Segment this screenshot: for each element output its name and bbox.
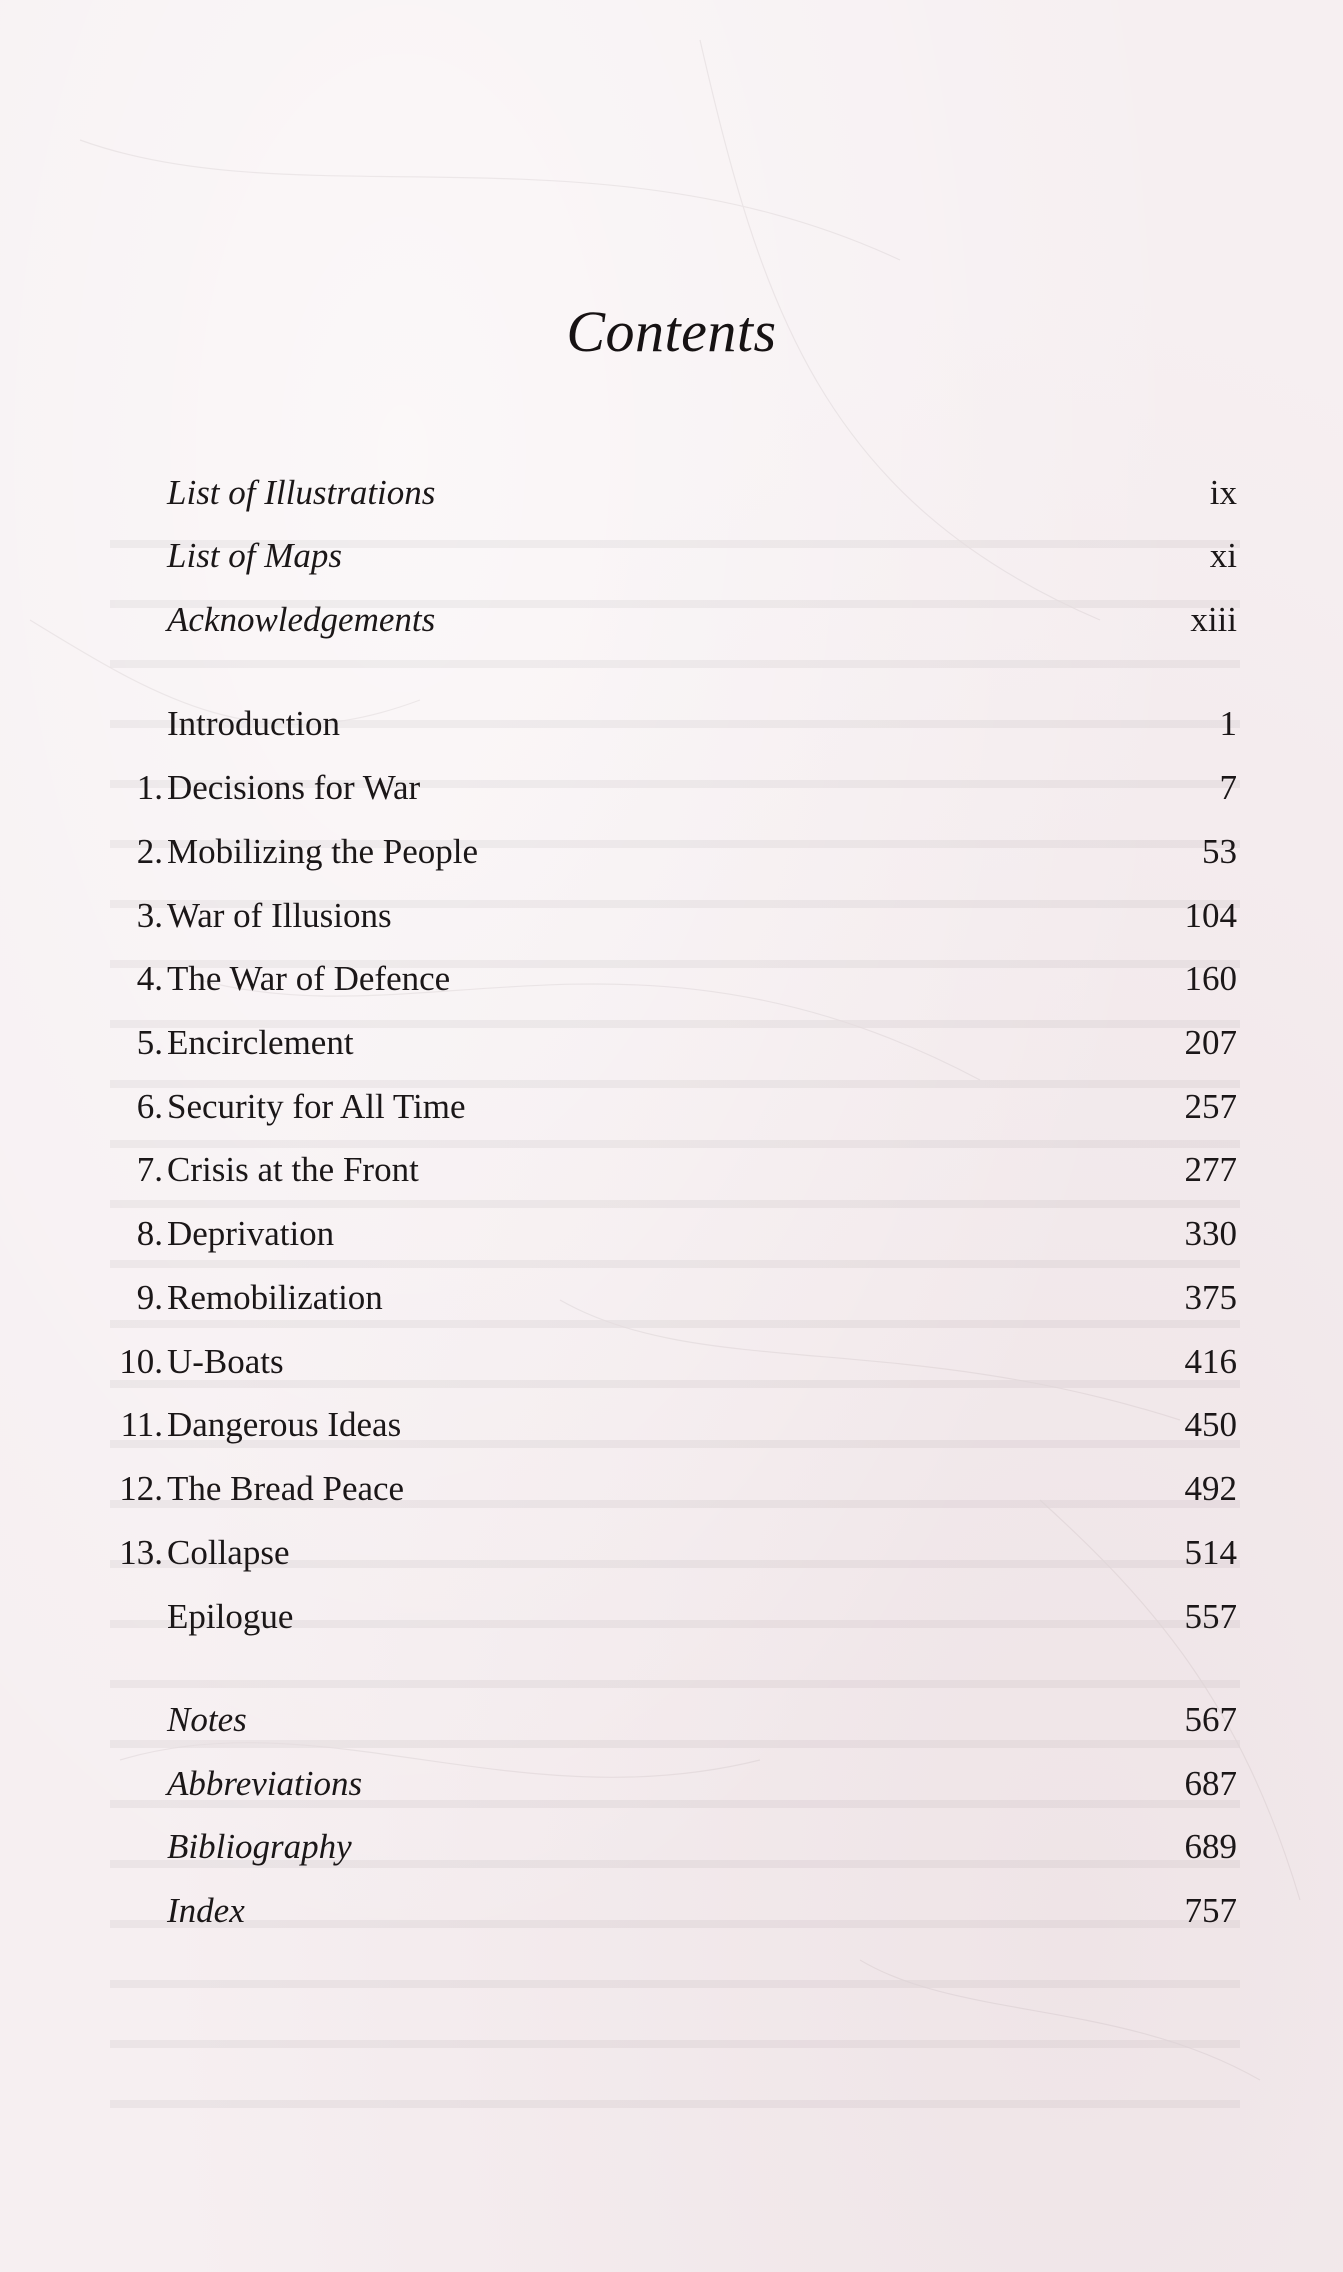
toc-entry-chapter-2[interactable]	[0, 827, 1343, 877]
toc-entry-label: Encirclement	[167, 1023, 354, 1062]
toc-entry-label: Bibliography	[167, 1827, 352, 1866]
toc-entry-label: Mobilizing the People	[167, 832, 479, 871]
toc-entry-label: Remobilization	[167, 1278, 383, 1317]
toc-entry-chapter-13[interactable]	[0, 1528, 1343, 1578]
toc-entry-label: U-Boats	[167, 1342, 284, 1381]
toc-entry-page: 330	[1184, 1214, 1237, 1253]
toc-entry-number: 5.	[136, 1023, 163, 1062]
toc-entry-label: Collapse	[167, 1533, 290, 1572]
toc-entry-abbreviations[interactable]	[0, 1759, 1343, 1809]
toc-entry-label: War of Illusions	[167, 896, 392, 935]
toc-entry-label: List of Maps	[167, 536, 343, 575]
toc-entry-number: 9.	[136, 1278, 163, 1317]
toc-entry-label: Abbreviations	[167, 1764, 363, 1803]
toc-entry-number: 7.	[136, 1150, 163, 1189]
toc-entry-number: 13.	[119, 1533, 163, 1572]
toc-entry-chapter-5[interactable]	[0, 1018, 1343, 1068]
toc-entry-label: Dangerous Ideas	[167, 1405, 402, 1444]
toc-entry-page: 450	[1184, 1405, 1237, 1444]
toc-entry-label: Notes	[167, 1700, 247, 1739]
toc-entry-number: 8.	[136, 1214, 163, 1253]
toc-entry-page: 104	[1184, 896, 1237, 935]
toc-entry-list-of-illustrations[interactable]	[0, 468, 1343, 518]
toc-entry-chapter-12[interactable]	[0, 1464, 1343, 1514]
toc-entry-label: The Bread Peace	[167, 1469, 405, 1508]
toc-entry-number: 2.	[136, 832, 163, 871]
toc-entry-label: Crisis at the Front	[167, 1150, 419, 1189]
toc-entry-page: 689	[1184, 1827, 1237, 1866]
toc-entry-label: The War of Defence	[167, 959, 451, 998]
toc-entry-page: 53	[1202, 832, 1237, 871]
toc-entry-page: 687	[1184, 1764, 1237, 1803]
toc-entry-list-of-maps[interactable]	[0, 531, 1343, 581]
toc-entry-page: 557	[1184, 1597, 1237, 1636]
toc-entry-epilogue[interactable]	[0, 1592, 1343, 1642]
toc-entry-chapter-4[interactable]	[0, 954, 1343, 1004]
toc-entry-page: xiii	[1190, 600, 1237, 639]
toc-entry-number: 6.	[136, 1087, 163, 1126]
toc-entry-page: 514	[1184, 1533, 1237, 1572]
toc-entry-chapter-10[interactable]	[0, 1337, 1343, 1387]
toc-entry-page: 207	[1184, 1023, 1237, 1062]
toc-entry-chapter-11[interactable]	[0, 1400, 1343, 1450]
toc-entry-chapter-3[interactable]	[0, 891, 1343, 941]
toc-entry-chapter-1[interactable]	[0, 763, 1343, 813]
toc-entry-page: 277	[1184, 1150, 1237, 1189]
toc-entry-chapter-7[interactable]	[0, 1145, 1343, 1195]
toc-entry-chapter-9[interactable]	[0, 1273, 1343, 1323]
toc-entry-number: 10.	[119, 1342, 163, 1381]
toc-entry-page: 492	[1184, 1469, 1237, 1508]
toc-entry-page: 160	[1184, 959, 1237, 998]
toc-entry-introduction[interactable]	[0, 699, 1343, 749]
toc-entry-number: 4.	[136, 959, 163, 998]
toc-entry-page: 375	[1184, 1278, 1237, 1317]
toc-entry-page: 1	[1219, 704, 1237, 743]
toc-entry-label: List of Illustrations	[167, 473, 436, 512]
toc-entry-bibliography[interactable]	[0, 1822, 1343, 1872]
toc-entry-label: Epilogue	[167, 1597, 294, 1636]
toc-entry-page: 7	[1219, 768, 1237, 807]
toc-entry-label: Decisions for War	[167, 768, 421, 807]
toc-entry-label: Deprivation	[167, 1214, 335, 1253]
toc-entry-chapter-6[interactable]	[0, 1082, 1343, 1132]
toc-entry-acknowledgements[interactable]	[0, 595, 1343, 645]
toc-entry-page: 567	[1184, 1700, 1237, 1739]
toc-entry-number: 3.	[136, 896, 163, 935]
toc-entry-index[interactable]	[0, 1886, 1343, 1936]
toc-entry-page: 257	[1184, 1087, 1237, 1126]
toc-entry-number: 11.	[120, 1405, 163, 1444]
toc-entry-label: Security for All Time	[167, 1087, 466, 1126]
toc-entry-label: Index	[167, 1891, 245, 1930]
toc-entry-label: Acknowledgements	[167, 600, 436, 639]
toc-entry-page: xi	[1209, 536, 1237, 575]
toc-entry-number: 12.	[119, 1469, 163, 1508]
toc-entry-page: 416	[1184, 1342, 1237, 1381]
toc-entry-page: 757	[1184, 1891, 1237, 1930]
toc-entry-notes[interactable]	[0, 1695, 1343, 1745]
toc-entry-page: ix	[1209, 473, 1237, 512]
toc-entry-label: Introduction	[167, 704, 341, 743]
toc-entry-chapter-8[interactable]	[0, 1209, 1343, 1259]
page-title: Contents	[566, 299, 777, 364]
toc-entry-number: 1.	[136, 768, 163, 807]
